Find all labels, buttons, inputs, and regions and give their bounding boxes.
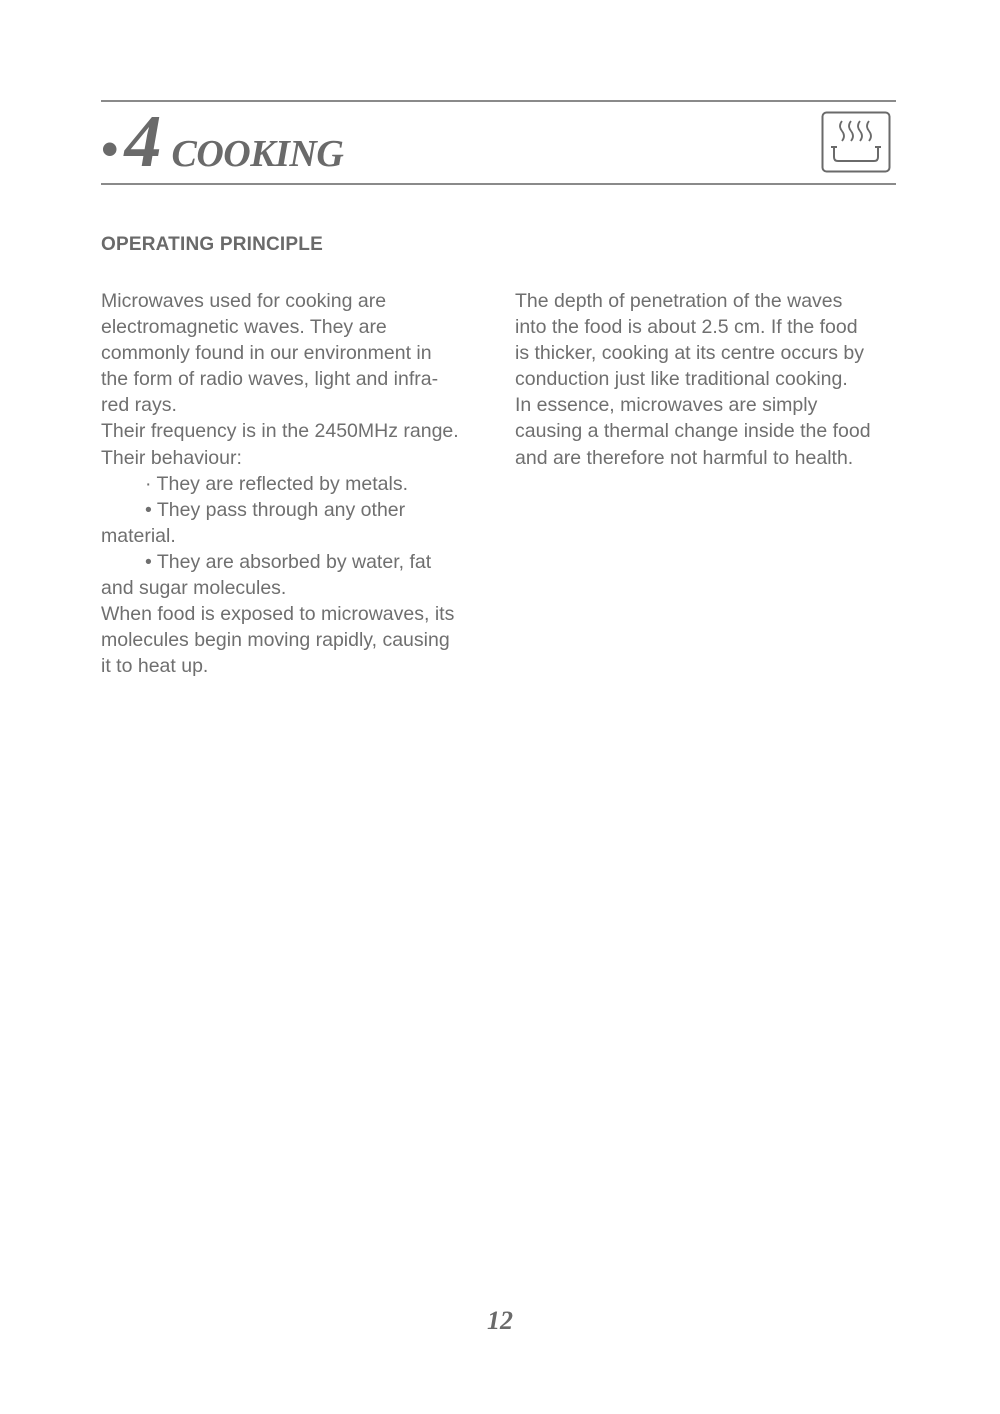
- paragraph-line: causing a thermal change inside the food: [515, 420, 871, 443]
- page-number: 12: [487, 1306, 513, 1335]
- paragraph-line: In essence, microwaves are simply: [515, 394, 818, 417]
- paragraph-line: red rays.: [101, 394, 177, 417]
- paragraph-line: it to heat up.: [101, 655, 209, 678]
- paragraph-line: Their frequency is in the 2450MHz range.: [101, 420, 459, 443]
- right-column: [515, 288, 900, 471]
- chapter-number: 4: [124, 101, 162, 183]
- paragraph-line: and sugar molecules.: [101, 577, 287, 600]
- paragraph-line: and are therefore not harmful to health.: [515, 446, 854, 469]
- paragraph-line: The depth of penetration of the waves: [515, 290, 843, 312]
- paragraph-line: material.: [101, 524, 176, 547]
- paragraph-line: Their behaviour:: [101, 446, 242, 469]
- steaming-dish-icon: [821, 111, 891, 173]
- paragraph-line: Microwaves used for cooking are: [101, 290, 387, 312]
- paragraph-line: the form of radio waves, light and infra-: [101, 368, 439, 391]
- paragraph-line: is thicker, cooking at its centre occurs by: [515, 342, 864, 365]
- bullet-item: • They pass through any other: [145, 498, 406, 521]
- paragraph-line: conduction just like traditional cooking.: [515, 368, 848, 391]
- paragraph-line: into the food is about 2.5 cm. If the food: [515, 316, 858, 339]
- bullet-item: · They are reflected by metals.: [145, 472, 409, 495]
- paragraph-line: When food is exposed to microwaves, its: [101, 603, 455, 626]
- section-heading: OPERATING PRINCIPLE: [101, 234, 323, 255]
- bullet-item: • They are absorbed by water, fat: [145, 550, 432, 573]
- chapter-header: [101, 100, 343, 184]
- paragraph-line: electromagnetic waves. They are: [101, 316, 387, 339]
- paragraph-line: commonly found in our environment in: [101, 342, 432, 365]
- chapter-bullet: •: [101, 121, 119, 177]
- left-column: [101, 288, 496, 679]
- chapter-title: COOKING: [171, 133, 344, 175]
- paragraph-line: molecules begin moving rapidly, causing: [101, 629, 450, 652]
